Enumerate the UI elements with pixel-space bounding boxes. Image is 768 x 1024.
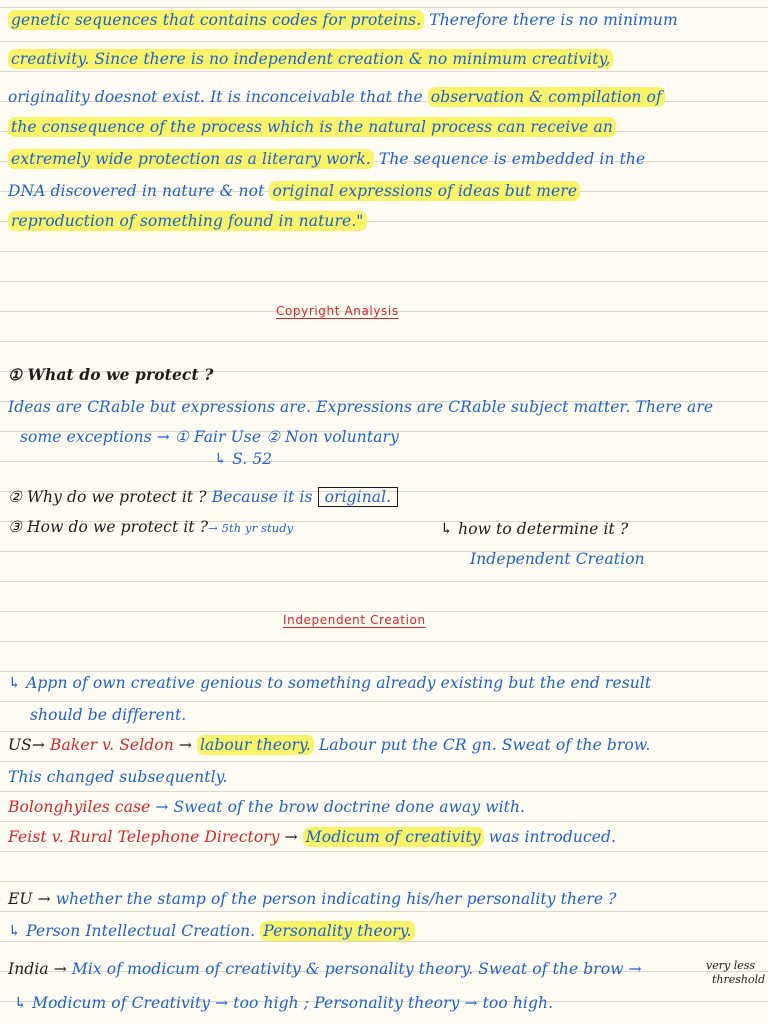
india-note-2: threshold — [712, 973, 766, 986]
highlight: observation & compilation of — [428, 87, 665, 107]
highlight: extremely wide protection as a literary work. — [8, 149, 374, 169]
independent-line-1: ↳ Appn of own creative genious to something already existing but the end result — [8, 674, 652, 692]
answer-1-sub: ↳ S. 52 — [214, 450, 273, 468]
highlight: reproduction of something found in nature." — [8, 211, 367, 231]
us-label: US→ — [8, 736, 45, 754]
bolo-rest: → Sweat of the brow doctrine done away with. — [155, 798, 526, 816]
how-to-determine: ↳ how to determine it ? — [440, 520, 629, 538]
feist-rest: was introduced. — [488, 828, 617, 846]
independent-line-2: should be different. — [30, 706, 187, 724]
quote-text: Therefore there is no minimum — [429, 11, 678, 29]
india-note-1: very less — [706, 959, 756, 972]
highlight: labour theory. — [197, 735, 314, 755]
us-rest: Labour put the CR gn. Sweat of the brow. — [318, 736, 651, 754]
arrow: → — [178, 736, 192, 754]
highlight: creativity. Since there is no independent creation & no minimum creativity, — [8, 49, 613, 69]
highlight: original expressions of ideas but mere — [269, 181, 580, 201]
independent-creation-answer: Independent Creation — [470, 550, 645, 568]
bolo-case: Bolonghyiles case — [8, 798, 151, 816]
answer-1-line-2: some exceptions → ① Fair Use ② Non voluntary — [20, 428, 399, 446]
bolonghyiles-line — [8, 796, 762, 818]
heading-independent-creation: Independent Creation — [283, 613, 426, 627]
eu-sub: ↳ Person Intellectual Creation. — [8, 922, 256, 940]
eu-line-1 — [8, 888, 762, 910]
feist-case: Feist v. Rural Telephone Directory — [8, 828, 280, 846]
quote-line-4 — [8, 116, 762, 138]
highlight: genetic sequences that contains codes for proteins. — [8, 10, 424, 30]
eu-line-2 — [8, 920, 762, 942]
eu-text: whether the stamp of the person indicating his/her personality there ? — [55, 890, 617, 908]
question-3-text: ③ How do we protect it ? — [8, 518, 209, 536]
us-case: Baker v. Seldon — [50, 736, 174, 754]
quote-line-1 — [8, 9, 762, 31]
us-line — [8, 734, 762, 756]
quote-line-7 — [8, 210, 762, 232]
highlight: Modicum of creativity — [303, 827, 484, 847]
highlight: Personality theory. — [260, 921, 414, 941]
highlight: the consequence of the process which is the natural process can receive an — [8, 117, 616, 137]
india-line-1 — [8, 958, 762, 980]
changed-line: This changed subsequently. — [8, 768, 228, 786]
question-3-note: → 5th yr study — [208, 521, 294, 535]
arrow: → — [284, 828, 298, 846]
quote-line-6 — [8, 180, 762, 202]
question-2 — [8, 486, 762, 508]
india-text: Mix of modicum of creativity & personality theory. Sweat of the brow → — [71, 960, 642, 978]
quote-text: originality doesnot exist. It is inconceivable that the — [8, 88, 423, 106]
eu-label: EU → — [8, 890, 51, 908]
quote-text: The sequence is embedded in the — [378, 150, 646, 168]
answer-1-line-1: Ideas are CRable but expressions are. Expressions are CRable subject matter. There are — [8, 398, 714, 416]
heading-copyright-analysis: Copyright Analysis — [276, 304, 399, 318]
india-line-2: ↳ Modicum of Creativity → too high ; Personality theory → too high. — [14, 994, 554, 1012]
quote-text: DNA discovered in nature & not — [8, 182, 265, 200]
quote-line-2 — [8, 48, 762, 70]
india-label: India → — [8, 960, 67, 978]
boxed-word: original. — [318, 487, 399, 507]
quote-line-3 — [8, 86, 762, 108]
question-2-answer: Because it is — [211, 488, 313, 506]
quote-line-5 — [8, 148, 762, 170]
question-1: ① What do we protect ? — [8, 365, 214, 384]
question-2-text: ② Why do we protect it ? — [8, 488, 207, 506]
feist-line — [8, 826, 762, 848]
